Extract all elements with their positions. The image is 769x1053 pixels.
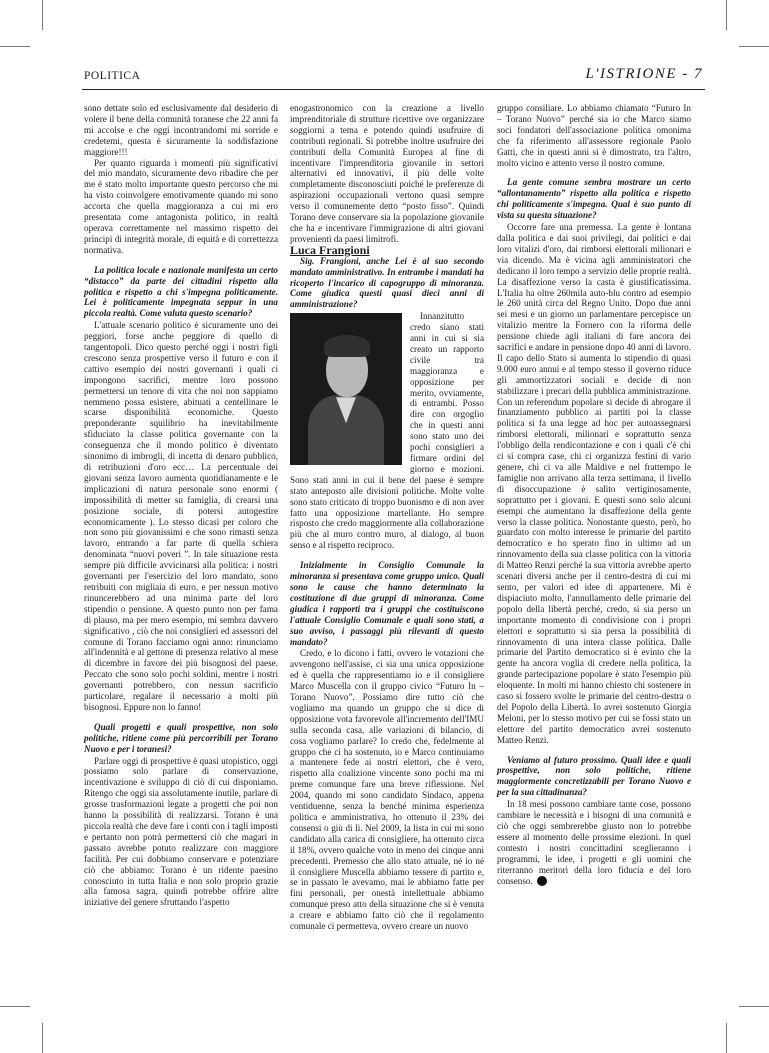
interview-question: Inizialmente in Consiglio Comunale la minoranza si presentava come gruppo unico. Quali sono le cause che hanno determinato la costituzione di due gruppi di minoranza. Come giudica i rapporti tra i gruppi che costituiscono l'attuale Consiglio Comunale e quali sono stati, a suo avviso, i passaggi più rilevanti di questo mandato? <box>290 560 484 647</box>
article-paragraph: L'attuale scenario politico è sicuramente uno dei peggiori, forse anche peggiore di quello di tangentopoli. Dico questo perché oggi i nostri figli crescono senza prospettive verso il futuro e con il cattivo esempio dei nostri governanti i quali ci impongono sacrifici, mentre loro possono permettersi un tenore di vita che noi non sappiamo nemmeno possa esistere, abituati a centellinare le scarse disponibilità economiche. Questo preponderante squilibrio ha inevitabilmente sfiduciato la classe politica governante con la conseguenza che il mondo politico è diventato sinonimo di imbrogli, di incetta di denaro pubblico, di retribuzioni d'oro ecc… La percentuale dei giovani senza lavoro aumenta quotidianamente e le implicazioni di natura personale sono enormi ( impossibilità di metter su famiglia, di crearsi una posizione sociale, di potersi autogestire economicamente ). Lo stesso dicasi per coloro che non sono più giovanissimi e che sono rimasti senza lavoro, entrando a far parte di quella schiera denominata “nuovi poveri ”. In tale situazione resta sempre più difficile avvicinarsi alla politica: i nostri governanti per l'esercizio del loro mandato, sono retribuiti con migliaia di euro, e per nessun motivo rinuncerebbero ad una minima parte del loro stipendio o pensione. A questo punto non per fama di plauso, ma per mero esempio, mi sembra davvero significativo , ciò che noi consiglieri ed assessori del comune di Torano facciamo ogni anno: rinunciamo all'indennità e al gettone di presenza relativo al mese di dicembre in favore dei più bisognosi del paese. Peccato che sono solo pochi soldini, mentre i nostri governanti potrebbero, con nessun sacrificio particolare, regalare il necessario a molti più bisognosi. Eppure non lo fanno! <box>84 320 278 712</box>
article-paragraph: gruppo consiliare. Lo abbiamo chiamato “Futuro In – Torano Nuovo” perché sia io che Marco siamo soci fondatori dell'associazione politica omonima che fa riferimento all'assessore regionale Paolo Gatti, che in questi anni si è dimostrato, tra l'altro, molto vicino e attento verso il nostro comune. <box>497 103 691 168</box>
crop-mark <box>726 1023 727 1053</box>
section-title: POLITICA <box>84 70 141 82</box>
crop-mark <box>0 1006 30 1007</box>
interview-question: Sig. Frangioni, anche Lei è al suo secondo mandato amministrativo. In entrambe i mandati ha ricoperto l'incarico di capogruppo di minoranza. Come giudica questi quasi dieci anni di amministrazione? <box>290 255 484 310</box>
crop-mark <box>42 1023 43 1053</box>
masthead-page-number: L'ISTRIONE - 7 <box>585 66 703 82</box>
crop-mark <box>739 46 769 47</box>
article-column-2 <box>290 103 484 932</box>
article-paragraph: In 18 mesi possono cambiare tante cose, possono cambiare le necessità e i bisogni di una comunità e ciò che oggi sembrerebbe giusto non lo potrebbe essere al momento delle prossime elezioni. In quel contesto i nostri concittadini sceglieranno i programmi, le idee, i progetti e gli uomini che riterranno meritori della loro fiducia e del loro consenso. L <box>497 799 691 886</box>
article-paragraph: Parlare oggi di prospettive è quasi utopistico, oggi possiamo solo parlare di conservazione, incentivazione e sviluppo di ciò di cui disponiamo. Ritengo che oggi sia assolutamente inutile, parlare di grosse trasformazioni legate a progetti che poi non hanno la possibilità di realizzarsi. Torano è una piccola realtà che deve fare i conti con i tagli imposti e pertanto non potrà permettersi ciò che magari in passato avrebbe potuto realizzare con maggiore facilità. Per cui dobbiamo conservare e potenziare ciò che abbiamo: Torano è un ridente paesino conosciuto in tutta Italia e non solo proprio grazie alla famosa sagra, quindi potrebbe offrire altre iniziative del genere sfruttando l'aspetto <box>84 755 278 908</box>
article-paragraph: Occorre fare una premessa. La gente è lontana dalla politica e dai suoi privilegi, dai politici e dai loro vitalizi d'oro, dai rimborsi elettorali milionari e via dicendo. Ma è vicina agli amministratori che dedicano il loro tempo a servizio delle proprie realtà. La disaffezione verso la casta è giustificatissima. L'Italia ha oltre 260mila auto-blu contro ad esempio le 260 unità circa del Regno Unito. Dopo due anni sei mesi e un giorno un parlamentare percepisce un vitalizio mentre la Fornero con la riforma delle pensione chiede agli italiani di fare ancora dei sacrifici e andare in pensione dopo 40 anni di lavoro. Il capo dello Stato si aumenta lo stipendio di quasi 9.000 euro annui e al tempo stesso il governo riduce gli ammortizzatori sociali e decide di non stabilizzare i precari della pubblica amministrazione. Con un referendum popolare si decide di abrogare il finanziamento pubblico ai partiti poi la classe politica si fa una legge ad hoc per autoassegnarsi rimborsi elettorali, milionari e soprattutto senza l'obbligo della rendicontazione e con i quali c'è chi ci si compra case, chi ci organizza festini di vario genere, chi ci va alle Maldive e nel frattempo le famiglie non arrivano alla terza settimana, il livello di disoccupazione è salito vertiginosamente, soprattutto per i giovani. E questi sono solo alcuni esempi che aumentano la disaffezione della gente verso la classe politica. Nonostante questo, però, ho guardato con molto interesse le primarie del partito democratico e ho sperato fino in ultimo ad un rinnovamento della sua classe politica con la vittoria di Matteo Renzi perché la sua vittoria avrebbe aperto scenari diversi anche per il centro-destra di cui mi sento, per valori ed idee di appartenere. Mi è dispiaciuto molto, l'annullamento delle primarie del popolo della libertà perché, credo, si sia perso un importante momento di condivisione con i propri elettori e soprattutto si sia persa la possibilità di rinnovamento di una intera classe politica. Dalle primarie del Partito democratico si è evinto che la gente ha ancora voglia di credere nella politica, la grande partecipazione popolare è stato l'esempio più eloquente. In molti mi hanno chiesto chi sostenere in caso si fossero svolte le primarie del centro-destra o del Popolo della Libertà. Io avrei sostenuto Giorgia Meloni, per lo stesso motivo per cui se fossi stato un elettore del partito democratico avrei sostenuto Matteo Renzi. <box>497 222 691 745</box>
interview-question: La gente comune sembra mostrare un certo “allontanamento” rispetto alla politica e rispetto chi politicamente s'impegna. Qual è suo punto di vista su questa situazione? <box>497 177 691 221</box>
crop-mark <box>42 0 43 30</box>
interview-byline: Luca Frangioni <box>290 242 370 257</box>
crop-mark <box>726 0 727 30</box>
end-of-article-icon: L <box>537 876 547 886</box>
crop-mark <box>739 1006 769 1007</box>
article-paragraph: enogastronomico con la creazione a livello imprenditoriale di strutture ricettive ove organizzare soggiorni a tema e potendo quindi usufruire di contributi regionali. Si potrebbe inoltre usufruire dei contributi della Comunità Europea al fine di incentivare l'imprenditoria giovanile in settori alternativi ed innovativi, il più delle volte completamente disconosciuti poiché le preferenze di aspirazioni occupazionali vertono quasi sempre verso il comunemente detto “posto fisso”. Quindi Torano deve conservare sia la popolazione giovanile che ha e incentivare l'immigrazione di altri giovani provenienti da paesi limitrofi. <box>290 103 484 244</box>
interview-question: Quali progetti e quali prospettive, non solo politiche, ritiene come più percorribili per Torano Nuovo e per i toranesi? <box>84 721 278 754</box>
article-column-3 <box>497 103 691 886</box>
article-paragraph: Credo, e lo dicono i fatti, ovvero le votazioni che avvengono nell'assise, ci sia una unica opposizione ed è quella che rappresentiamo io e il consigliere Marco Muscella con il gruppo civico “Futuro In – Torano Nuovo”. Possiamo dire tutto ciò che vogliamo ma quando un gruppo che si dice di opposizione vota favorevole all'incremento dell'IMU sulla seconda casa, alle variazioni di bilancio, di cosa vogliamo parlare? Io credo che, fedelmente al gruppo che ci ha sostenuto, io e Marco continuiamo a mantenere fede ai nostri elettori, che è vero, rispetto alla coalizione vincente sono pochi ma mi preme comunque fare una breve riflessione. Nel 2004, quando mi sono candidato Sindaco, appena ventiduenne, senza la benché minima esperienza politica e amministrativa, ho ottenuto il 23% dei consensi o giù di lì. Nel 2009, la lista in cui mi sono candidato alla carica di consigliere, ha ottenuto circa il 18%, ovvero qualche voto in meno dei cinque anni precedenti. Premesso che allo stato attuale, né io né il consigliere Muscella abbiamo tessere di partito e, se in passato le avevamo, mai le abbiamo fatte per fini personali, per onestà intellettuale abbiamo comunque preso atto della situazione che si è venuta a creare e abbiamo fatto ciò che il regolamento comunale ci permetteva, ovvero creare un nuovo <box>290 648 484 932</box>
portrait-photo <box>290 313 402 465</box>
header-rule <box>82 89 705 90</box>
article-paragraph: Innanzitutto credo siano stati anni in cui si sia creato un rapporto civile tra maggioranza e opposizione per merito, ovviamente, di entrambi. Posso dire con orgoglio che in questi anni sono stato uno dei pochi consiglieri a firmare ordini del giorno e mozioni. Sono stati anni in cui il bene del paese è sempre stato anteposto alle divisioni politiche. Molte volte sono stato criticato di troppo buonismo e di non aver fatto una opposizione martellante. Ho sempre risposto che credo maggiormente alla collaborazione più che al muro contro muro, al dialogo, al buon senso e al rispetto reciproco. <box>290 311 484 551</box>
article-paragraph: Per quanto riguarda i momenti più significativi del mio mandato, sicuramente devo ribadire che per me è stato molto importante questo percorso che mi ha visto coinvolgere emotivamente quando mi sono accorta che quella maggioranza a cui mi ero presentata come antagonista politico, in realtà operava correttamente nel massimo rispetto dei principi di integrità morale, di equità e di correttezza normativa. <box>84 157 278 255</box>
article-paragraph: sono dettate solo ed esclusivamente dal desiderio di volere il bene della comunità toranese che 22 anni fa mi accolse e che oggi incontrandomi mi sorride e credetemi, questa è sicuramente la soddisfazione maggiore!!! <box>84 103 278 157</box>
interview-question: Veniamo al futuro prossimo. Quali idee e quali prospettive, non solo politiche, ritiene maggiormente concretizzabili per Torano Nuovo e per la sua cittadinanza? <box>497 754 691 798</box>
article-column-1 <box>84 103 278 908</box>
interview-question: La politica locale e nazionale manifesta un certo “distacco” da parte dei cittadini rispetto alla politica e rispetto a chi s'impegna politicamente. Lei è politicamente impegnata seppur in una piccola realtà. Come valuta questo scenario? <box>84 264 278 319</box>
crop-mark <box>0 46 30 47</box>
